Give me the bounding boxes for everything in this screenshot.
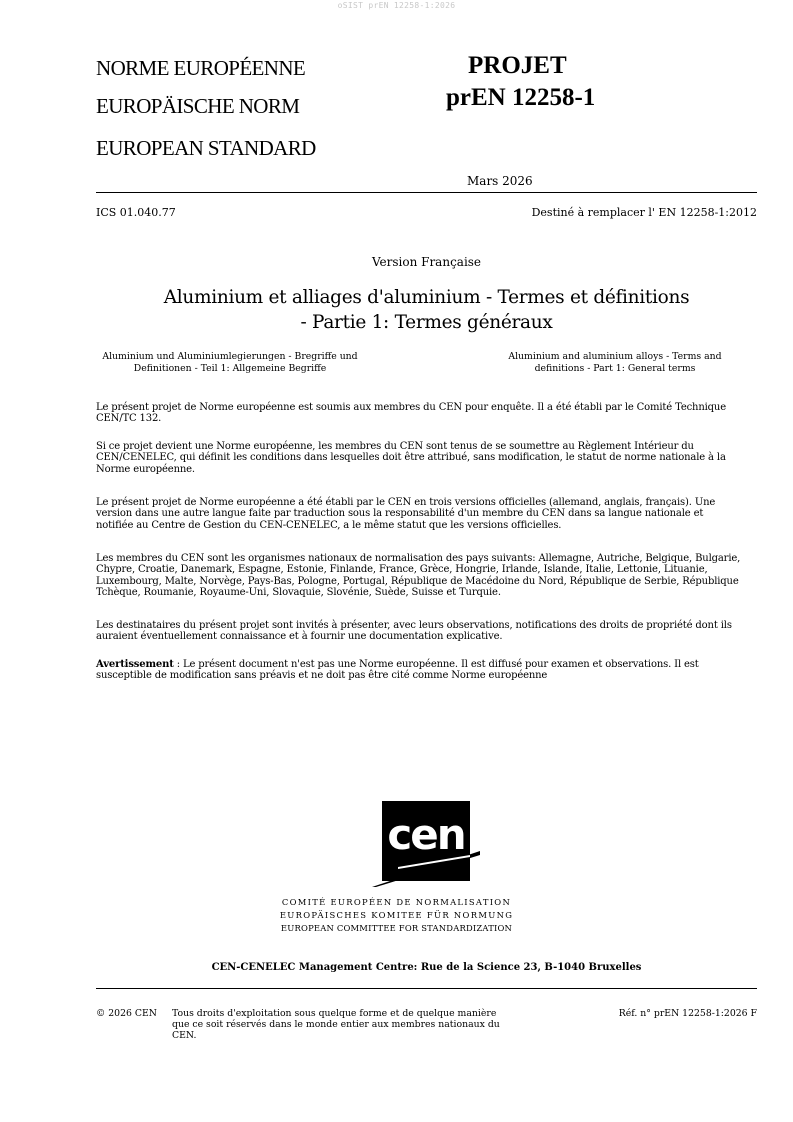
document-title-line1: Aluminium et alliages d'aluminium - Termes et définitions xyxy=(163,287,690,308)
copyright-notice: © 2026 CEN xyxy=(96,1008,157,1019)
management-centre-address: CEN-CENELEC Management Centre: Rue de la Science 23, B-1040 Bruxelles xyxy=(211,962,642,973)
european-standard-title: EUROPEAN STANDARD xyxy=(96,136,316,160)
rights-notice: Tous droits d'exploitation sous quelque forme et de quelque manière que ce soit réservés dans le monde entier aux membres nationaux du CEN. xyxy=(172,1008,500,1041)
header-divider xyxy=(96,192,757,193)
document-reference: prEN 12258-1 xyxy=(446,84,596,111)
paragraph-recipients: Les destinataires du présent projet sont invités à présenter, avec leurs observations, notifications des droits de propriété dont ils auraient éventuellement connaissance et à fournir une documentation explicative. xyxy=(96,620,732,643)
reference-number: Réf. n° prEN 12258-1:2026 F xyxy=(618,1008,757,1019)
publication-date: Mars 2026 xyxy=(467,174,533,188)
paragraph-versions: Le présent projet de Norme européenne a été établi par le CEN en trois versions officielles (allemand, anglais, français). Une version dans une autre langue faite par traduction sous la responsabilité d'un membre du CEN dans sa langue nationale et notifiée au Centre de Gestion du CEN-CENELEC, a le même statut que les versions officielles. xyxy=(96,497,716,531)
paragraph-enquiry: Le présent projet de Norme européenne est soumis aux membres du CEN pour enquête. Il a été établi par le Comité Technique CEN/TC 132. xyxy=(96,402,726,425)
paragraph-warning: Avertissement : Le présent document n'est pas une Norme européenne. Il est diffusé pour examen et observations. Il est susceptible de modification sans préavis et ne doit pas être cité comme Norme européenne xyxy=(96,659,699,682)
replaces-note: Destiné à remplacer l' EN 12258-1:2012 xyxy=(531,206,757,219)
document-title-line2: - Partie 1: Termes généraux xyxy=(300,312,553,333)
committee-name-en: EUROPEAN COMMITTEE FOR STANDARDIZATION xyxy=(280,923,513,933)
english-title-line1: Aluminium and aluminium alloys - Terms and xyxy=(508,351,722,362)
committee-name-fr: COMITÉ EUROPÉEN DE NORMALISATION xyxy=(281,897,512,907)
footer-divider xyxy=(96,988,757,989)
paragraph-rules: Si ce projet devient une Norme européenne, les membres du CEN sont tenus de se soumettre au Règlement Intérieur du CEN/CENELEC, qui définit les conditions dans lesquelles doit être attribué, sans modification, le statut de norme nationale à la Norme européenne. xyxy=(96,441,726,475)
cen-logo-text: cen xyxy=(387,810,465,859)
committee-name-de: EUROPÄISCHES KOMITEE FÜR NORMUNG xyxy=(279,910,514,920)
projet-label: PROJET xyxy=(468,52,567,79)
europaische-norm-title: EUROPÄISCHE NORM xyxy=(96,94,300,118)
cen-logo xyxy=(372,801,480,887)
english-title-line2: definitions - Part 1: General terms xyxy=(534,363,696,374)
german-title-line2: Definitionen - Teil 1: Allgemeine Begriffe xyxy=(133,363,327,374)
warning-label: Avertissement xyxy=(96,659,174,670)
norme-europeenne-title: NORME EUROPÉENNE xyxy=(96,56,306,80)
watermark: oSIST prEN 12258-1:2026 xyxy=(337,1,456,10)
ics-code: ICS 01.040.77 xyxy=(96,206,176,219)
paragraph-members: Les membres du CEN sont les organismes nationaux de normalisation des pays suivants: Allemagne, Autriche, Belgique, Bulgarie, Chypre, Croatie, Danemark, Espagne, Estonie, Finlande, France, Grèce, Hongrie, Irlande, Islande, Italie, Lettonie, Lituanie, Luxembourg, Malte, Norvège, Pays-Bas, Pologne, Portugal, République de Macédoine du Nord, République de Serbie, République Tchèque, Roumanie, Royaume-Uni, Slovaquie, Slovénie, Suède, Suisse et Turquie. xyxy=(96,553,741,599)
version-label: Version Française xyxy=(371,255,482,269)
german-title-line1: Aluminium und Aluminiumlegierungen - Bregriffe und xyxy=(102,351,358,362)
